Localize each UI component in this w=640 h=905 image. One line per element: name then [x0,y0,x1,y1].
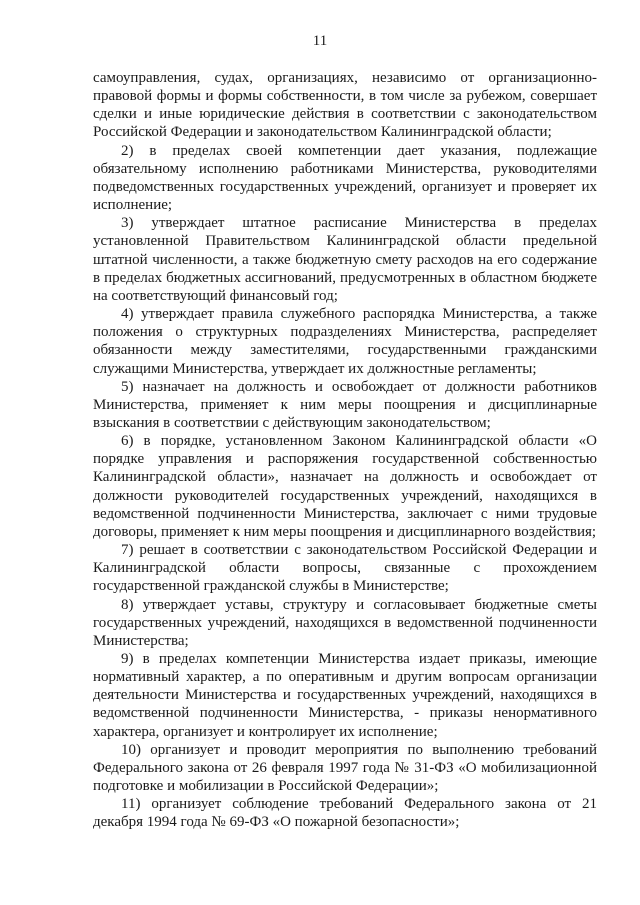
list-item-4: 4) утверждает правила служебного распорядка Министерства, а также положения о структурных подразделениях Министерства, распределяет обязанности между заместителями, государственными гражданскими служащими Министерства, утверждает их должностные регламенты; [93,306,597,377]
page-number: 11 [312,33,328,49]
paragraph-continuation: самоуправления, судах, организациях, независимо от организационно-правовой формы и формы собственности, в том числе за рубежом, совершает сделки и иные юридические действия в соответствии с законодательством Российской Федерации и законодательством Калининградской области; [93,70,597,141]
list-item-9: 9) в пределах компетенции Министерства издает приказы, имеющие нормативный характер, а по оперативным и другим вопросам организации деятельности Министерства и государственных учреждений, находящихся в ведомственной подчиненности Министерства, - приказы ненормативного характера, организует и контролирует их исполнение; [93,651,597,740]
list-item-2: 2) в пределах своей компетенции дает указания, подлежащие обязательному исполнению работниками Министерства, руководителями подведомственных государственных учреждений, организует и проверяет их исполнение; [93,142,597,214]
list-item-3: 3) утверждает штатное расписание Министерства в пределах установленной Правительством Калининградской области предельной штатной численности, а также бюджетную смету расходов на его содержание в пределах бюджетных ассигнований, предусмотренных в областном бюджете на соответствующий финансовый год; [93,215,597,304]
list-item-5: 5) назначает на должность и освобождает от должности работников Министерства, применяет к ним меры поощрения и дисциплинарные взыскания в соответствии с действующим законодательством; [93,378,597,431]
list-item-8: 8) утверждает уставы, структуру и согласовывает бюджетные сметы государственных учреждений, находящихся в ведомственной подчиненности Министерства; [93,596,597,649]
list-item-10: 10) организует и проводит мероприятия по выполнению требований Федерального закона от 26 февраля 1997 года № 31-ФЗ «О мобилизационной подготовке и мобилизации в Российской Федерации»; [93,741,597,795]
list-item-11: 11) организует соблюдение требований Федерального закона от 21 декабря 1994 года № 69-ФЗ «О пожарной безопасности»; [93,796,597,831]
page-body [93,69,597,832]
list-item-6: 6) в порядке, установленном Законом Калининградской области «О порядке управления и распоряжения государственной собственностью Калининградской области», назначает на должность и освобождает от должности руководителей государственных учреждений, находящихся в ведомственной подчиненности Министерства, заключает с ними трудовые договоры, применяет к ним меры поощрения и дисциплинарного воздействия; [93,433,597,540]
list-item-7: 7) решает в соответствии с законодательством Российской Федерации и Калининградской области вопросы, связанные с прохождением государственной гражданской службы в Министерстве; [93,542,597,595]
